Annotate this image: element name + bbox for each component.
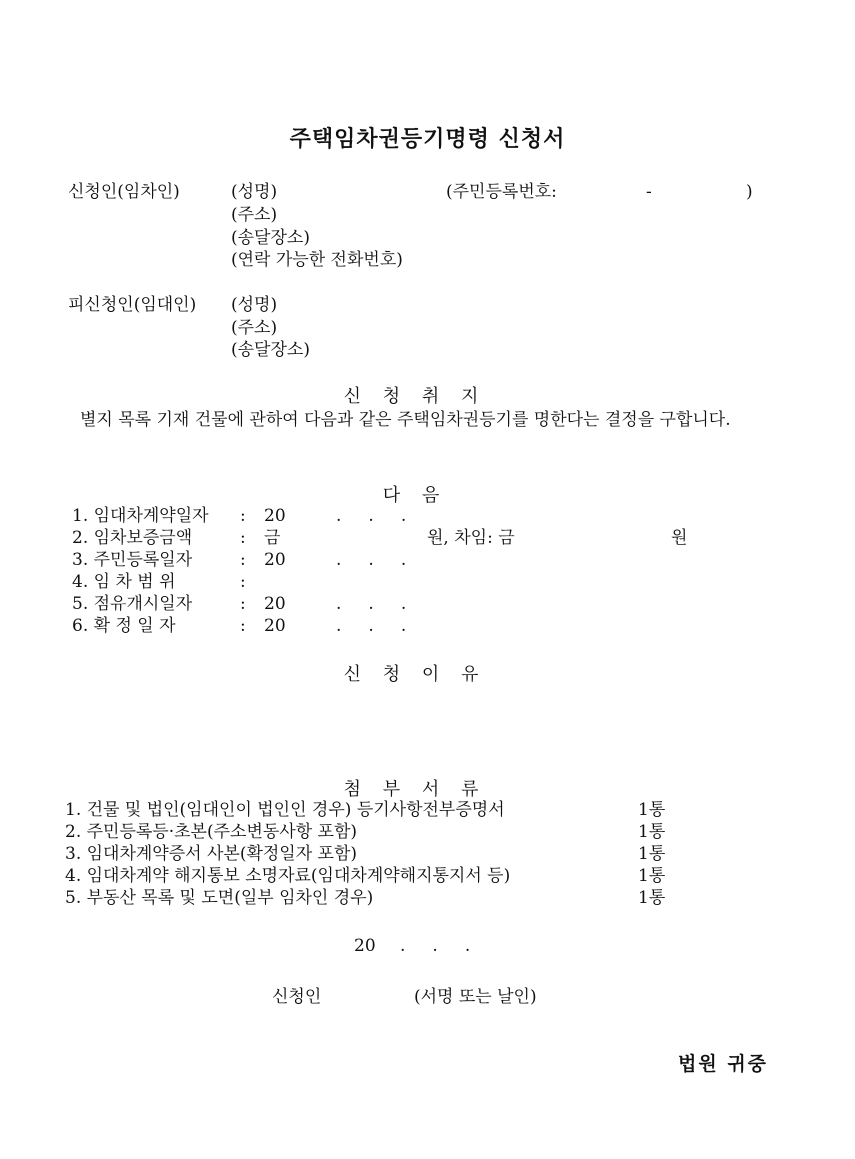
respondent-label: 피신청인(임대인) xyxy=(68,295,197,315)
attachment-count: 1통 xyxy=(638,866,666,886)
details-heading: 다 음 xyxy=(382,485,448,506)
details-item-label: 2. 임차보증금액 xyxy=(72,528,193,548)
attachment-count: 1통 xyxy=(638,800,666,820)
details-item-colon: : xyxy=(240,528,246,548)
applicant-rrn-dash: - xyxy=(646,182,652,202)
details-item-colon: : xyxy=(240,572,246,592)
respondent-address-label: (주소) xyxy=(231,318,278,338)
date-year: 20 xyxy=(354,936,376,956)
attachments-heading: 첨 부 서 류 xyxy=(343,779,487,800)
respondent-delivery-label: (송달장소) xyxy=(231,340,310,360)
details-item-dots: . . . xyxy=(336,506,407,526)
attachment-count: 1통 xyxy=(638,844,666,864)
details-item-label: 5. 점유개시일자 xyxy=(72,594,193,614)
attachment-item: 4. 임대차계약 해지통보 소명자료(임대차계약해지통지서 등) xyxy=(65,866,511,886)
applicant-delivery-label: (송달장소) xyxy=(231,228,310,248)
attachment-item: 3. 임대차계약증서 사본(확정일자 포함) xyxy=(65,844,358,864)
details-item-colon: : xyxy=(240,616,246,636)
applicant-name-label: (성명) xyxy=(231,182,278,202)
court-closing: 법원 귀중 xyxy=(678,1053,769,1075)
attachment-item: 1. 건물 및 법인(임대인이 법인인 경우) 등기사항전부증명서 xyxy=(65,800,505,820)
attachment-item: 5. 부동산 목록 및 도면(일부 임차인 경우) xyxy=(65,888,374,908)
details-item-label: 1. 임대차계약일자 xyxy=(72,506,209,526)
purpose-text: 별지 목록 기재 건물에 관하여 다음과 같은 주택임차권등기를 명한다는 결정을 구합니다. xyxy=(80,410,731,430)
details-item-label: 4. 임 차 범 위 xyxy=(72,572,176,592)
details-item-dots: . . . xyxy=(336,616,407,636)
details-item-colon: : xyxy=(240,550,246,570)
signature-label: 신청인 xyxy=(272,987,322,1007)
applicant-label: 신청인(임차인) xyxy=(68,182,180,202)
applicant-rrn-label: (주민등록번호: xyxy=(446,182,557,202)
details-item-value: 금 xyxy=(264,528,281,548)
details-item-dots: . . . xyxy=(336,550,407,570)
details-item-colon: : xyxy=(240,506,246,526)
attachment-count: 1통 xyxy=(638,822,666,842)
reason-heading: 신 청 이 유 xyxy=(343,664,487,685)
details-item-label: 6. 확 정 일 자 xyxy=(72,616,176,636)
applicant-rrn-close: ) xyxy=(746,182,753,202)
applicant-address-label: (주소) xyxy=(231,205,278,225)
document-title: 주택임차권등기명령 신청서 xyxy=(289,127,566,152)
respondent-name-label: (성명) xyxy=(231,295,278,315)
details-item-value: 20 xyxy=(264,506,286,526)
purpose-heading: 신 청 취 지 xyxy=(343,386,487,407)
applicant-phone-label: (연락 가능한 전화번호) xyxy=(231,250,403,270)
details-item-won: 원 xyxy=(671,528,688,548)
details-item-label: 3. 주민등록일자 xyxy=(72,550,193,570)
details-item-value: 20 xyxy=(264,616,286,636)
details-item-colon: : xyxy=(240,594,246,614)
details-item-value: 20 xyxy=(264,594,286,614)
details-item-dots: . . . xyxy=(336,594,407,614)
date-dots: . . . xyxy=(400,936,471,956)
attachment-count: 1통 xyxy=(638,888,666,908)
details-item-value: 20 xyxy=(264,550,286,570)
details-item-won-rent: 원, 차임: 금 xyxy=(427,528,515,548)
signature-note: (서명 또는 날인) xyxy=(414,987,537,1007)
attachment-item: 2. 주민등록등·초본(주소변동사항 포함) xyxy=(65,822,358,842)
